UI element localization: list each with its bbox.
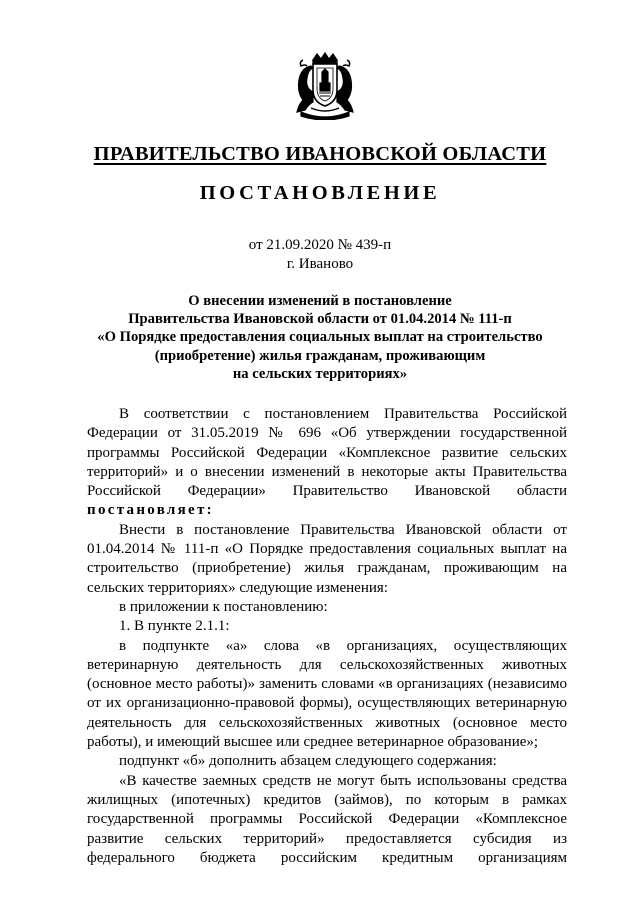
subject-line: О внесении изменений в постановление [188, 293, 452, 309]
body-paragraph: 1. В пункте 2.1.1: [119, 618, 230, 635]
body-paragraph: Внести в постановление Правительства Ивановской области от 01.04.2014 № 111-п «О Порядке предоставления социальных выплат на строительство (приобретение) жилья гражданам, проживающим на сельских территориях» следующие изменения: [87, 521, 567, 596]
preamble-paragraph: В соответствии с постановлением Правительства Российской Федерации от 31.05.2019 № 696 «Об утверждении государственной программы Российской Федерации «Комплексное развитие сельских территорий» и о внесении изменений в некоторые акты Правительства Российской Федерации» Правительство Ивановской области [87, 406, 567, 500]
body-paragraph: в подпункте «а» слова «в организациях, осуществляющих ветеринарную деятельность для сельскохозяйственных животных (основное место работы)» заменить словами «в организациях (независимо от их организационно-правовой формы), осуществляющих ветеринарную деятельность для сельскохозяйственных животных (основное место работы), и имеющий высшее или среднее ветеринарное образование»; [87, 637, 567, 751]
government-title: ПРАВИТЕЛЬСТВО ИВАНОВСКОЙ ОБЛАСТИ [93, 143, 547, 165]
body-paragraph: «В качестве заемных средств не могут быть использованы средства жилищных (ипотечных) кредитов (займов), по которым в рамках государственной программы Российской Федерации «Комплексное развитие сельских территорий» предоставляется субсидия из федерального бюджета российским кредитным организациям [87, 772, 567, 866]
subject-line: на сельских территориях» [232, 365, 408, 382]
document-body [87, 405, 567, 868]
document-type: ПОСТАНОВЛЕНИЕ [199, 182, 441, 204]
subject-line: (приобретение) жилья гражданам, проживающим [154, 347, 486, 364]
subject-line: «О Порядке предоставления социальных выплат на строительство [97, 329, 543, 346]
body-paragraph: в приложении к постановлению: [119, 598, 328, 615]
resolves-word: постановляет: [87, 502, 214, 519]
body-paragraph: подпункт «б» дополнить абзацем следующего содержания: [119, 753, 497, 770]
resolution-subject [60, 292, 580, 383]
subject-line: Правительства Ивановской области от 01.04.2014 № 111-п [128, 311, 512, 328]
coat-of-arms-icon [293, 52, 357, 120]
city: г. Иваново [286, 256, 354, 272]
coat-of-arms-graphic [293, 52, 357, 120]
date-number: от 21.09.2020 № 439-п [248, 237, 392, 253]
